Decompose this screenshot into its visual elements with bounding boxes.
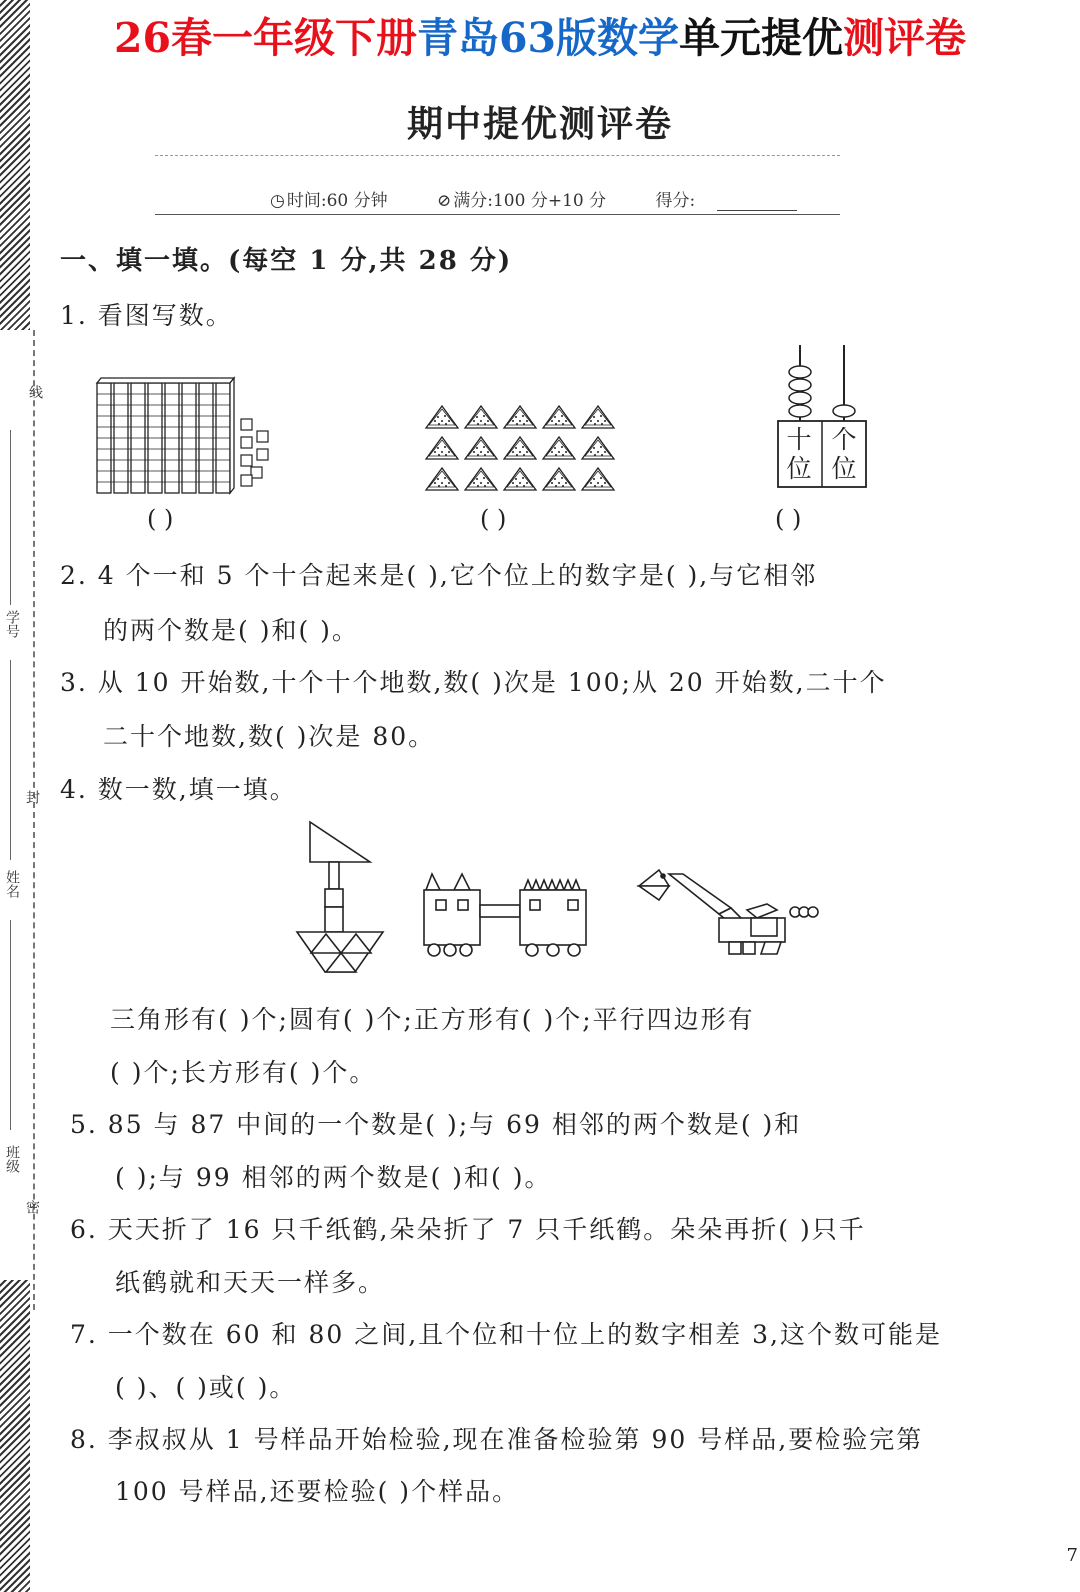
score-blank[interactable]	[717, 210, 797, 211]
margin-banji: 班级	[4, 1145, 20, 1173]
time-info: ◷ 时间:60 分钟	[270, 191, 388, 211]
margin-xuehao: 学号	[4, 610, 20, 638]
cut-line	[33, 330, 35, 1310]
q1-base-ten-blocks	[95, 375, 285, 495]
q1-blank-1[interactable]: ( )	[147, 505, 174, 533]
q4-line2: ( )个;长方形有( )个。	[110, 1058, 377, 1087]
promo-banner	[0, 0, 1080, 78]
hatch-top	[0, 0, 30, 330]
q1-text: 1. 看图写数。	[60, 301, 233, 330]
q4-train-figure	[420, 870, 590, 960]
q2-line1: 2. 4 个一和 5 个十合起来是( ),它个位上的数字是( ),与它相邻	[60, 561, 818, 590]
q4-line1: 三角形有( )个;圆有( )个;正方形有( )个;平行四边形有	[110, 1005, 755, 1034]
section1-heading: 一、填一填。(每空 1 分,共 28 分)	[60, 246, 513, 276]
q1-blank-3[interactable]: ( )	[775, 505, 802, 533]
check-circle-icon: ⊘	[437, 191, 452, 211]
clock-icon: ◷	[270, 191, 285, 211]
margin-mi: 密	[24, 1200, 40, 1214]
q4-crane-figure	[635, 860, 820, 960]
margin-field-line-2	[10, 660, 11, 860]
q8-line2: 100 号样品,还要检验( )个样品。	[115, 1477, 520, 1506]
abacus-tens-label: 十位	[786, 425, 814, 483]
q8-line1: 8. 李叔叔从 1 号样品开始检验,现在准备检验第 90 号样品,要检验完第	[70, 1425, 924, 1454]
binding-margin	[0, 0, 50, 1592]
margin-feng: 封	[24, 790, 40, 804]
page-number: 7	[1066, 1545, 1078, 1566]
margin-field-line-1	[10, 430, 11, 605]
abacus-ones-label: 个位	[831, 425, 859, 483]
q1-blank-2[interactable]: ( )	[480, 505, 507, 533]
q7-line1: 7. 一个数在 60 和 80 之间,且个位和十位上的数字相差 3,这个数可能是	[70, 1320, 942, 1349]
q5-line2: ( );与 99 相邻的两个数是( )和( )。	[115, 1163, 552, 1192]
page-title: 期中提优测评卷	[406, 103, 673, 145]
banner-part2: 青岛63版数学	[417, 14, 680, 62]
hatch-bottom	[0, 1280, 30, 1592]
banner-part4: 测评卷	[843, 14, 967, 62]
q6-line1: 6. 天天折了 16 只千纸鹤,朵朵折了 7 只千纸鹤。朵朵再折( )只千	[70, 1215, 866, 1244]
q3-line1: 3. 从 10 开始数,十个十个地数,数( )次是 100;从 20 开始数,二十个	[60, 668, 887, 697]
margin-field-line-3	[10, 920, 11, 1130]
score-field[interactable]: 得分:	[656, 191, 820, 211]
q3-line2: 二十个地数,数( )次是 80。	[103, 722, 436, 751]
q5-line1: 5. 85 与 87 中间的一个数是( );与 69 相邻的两个数是( )和	[70, 1110, 802, 1139]
full-score-info: ⊘ 满分:100 分+10 分	[437, 191, 607, 211]
q6-line2: 纸鹤就和天天一样多。	[115, 1268, 386, 1297]
info-divider	[155, 214, 840, 215]
q4-rocket-figure	[295, 820, 385, 980]
exam-info	[270, 186, 841, 211]
q2-line2: 的两个数是( )和( )。	[103, 616, 359, 645]
q4-text: 4. 数一数,填一填。	[60, 775, 297, 804]
banner-part1: 26春一年级下册	[113, 14, 417, 62]
q7-line2: ( )、( )或( )。	[115, 1373, 297, 1402]
q1-watermelon-slices	[425, 400, 625, 495]
margin-xingming: 姓名	[4, 870, 20, 898]
banner-part3: 单元提优	[679, 14, 844, 62]
title-divider	[155, 155, 840, 156]
margin-xian: 线	[27, 385, 43, 399]
